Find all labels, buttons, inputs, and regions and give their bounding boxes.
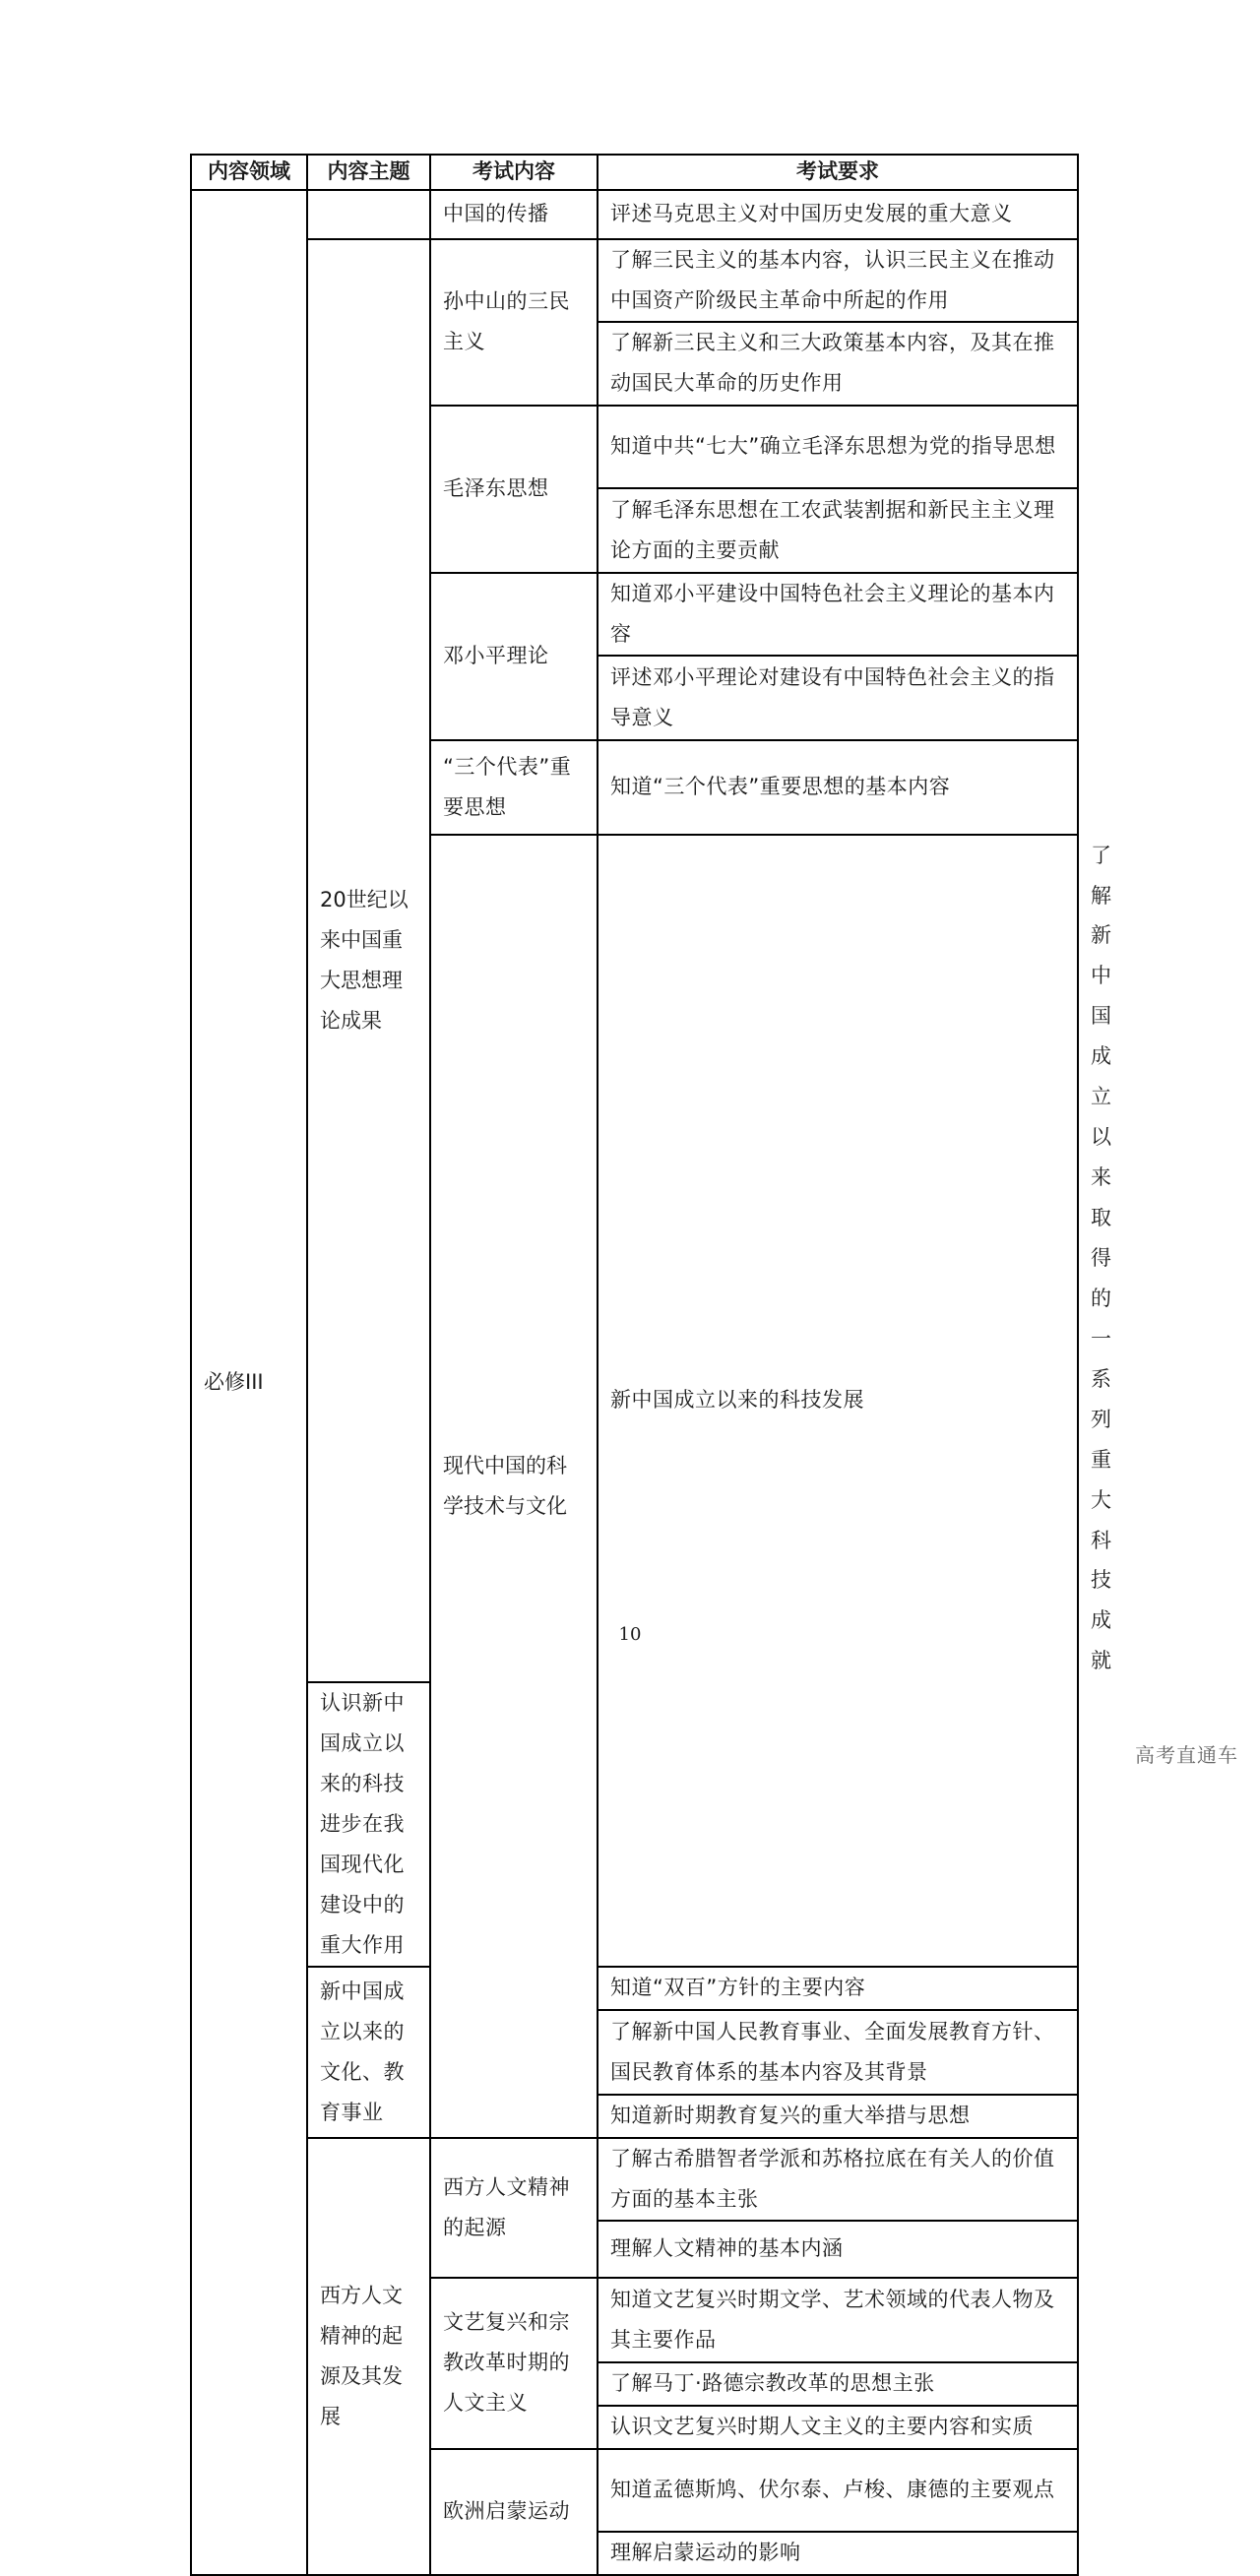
page-number: 10 (618, 1624, 642, 1645)
requirement-cell: 理解人文精神的基本内涵 (598, 2221, 1078, 2278)
requirement-cell: 知道“双百”方针的主要内容 (598, 1967, 1078, 2010)
content-cell: 孙中山的三民主义 (430, 239, 598, 406)
content-cell: 西方人文精神的起源 (430, 2138, 598, 2278)
content-cell: 中国的传播 (430, 190, 598, 239)
header-topic: 内容主题 (307, 155, 430, 190)
requirement-cell: 了解毛泽东思想在工农武装割据和新民主主义理论方面的主要贡献 (598, 488, 1078, 573)
content-cell: 毛泽东思想 (430, 406, 598, 573)
requirement-cell: 知道孟德斯鸠、伏尔泰、卢梭、康德的主要观点 (598, 2449, 1078, 2532)
topic-cell (307, 190, 430, 239)
content-cell: 新中国成立以来的文化、教育事业 (307, 1967, 430, 2138)
content-cell: “三个代表”重要思想 (430, 740, 598, 835)
requirement-cell: 了解马丁·路德宗教改革的思想主张 (598, 2362, 1078, 2406)
topic-cell: 西方人文精神的起源及其发展 (307, 2138, 430, 2575)
domain-cell: 必修III (191, 190, 307, 2575)
table-row (191, 1967, 1078, 2010)
requirement-cell: 了解新三民主义和三大政策基本内容，及其在推动国民大革命的历史作用 (598, 322, 1078, 406)
requirement-cell: 知道“三个代表”重要思想的基本内容 (598, 740, 1078, 835)
requirement-cell: 认识文艺复兴时期人文主义的主要内容和实质 (598, 2406, 1078, 2449)
header-content: 考试内容 (430, 155, 598, 190)
topic-cell: 20世纪以来中国重大思想理论成果 (307, 239, 430, 1683)
syllabus-table (190, 154, 1112, 2576)
content-cell: 欧洲启蒙运动 (430, 2449, 598, 2575)
requirement-cell: 知道新时期教育复兴的重大举措与思想 (598, 2095, 1078, 2138)
requirement-cell: 评述邓小平理论对建设有中国特色社会主义的指导意义 (598, 656, 1078, 740)
requirement-cell: 知道中共“七大”确立毛泽东思想为党的指导思想 (598, 406, 1078, 488)
requirement-cell: 了解古希腊智者学派和苏格拉底在有关人的价值方面的基本主张 (598, 2138, 1078, 2221)
requirement-cell: 了解三民主义的基本内容，认识三民主义在推动中国资产阶级民主革命中所起的作用 (598, 239, 1078, 322)
topic-cell: 现代中国的科学技术与文化 (430, 835, 598, 2138)
table-row: 现代中国的科学技术与文化 新中国成立以来的科技发展 了解新中国成立以来取得的一系列重大科技成就 (191, 835, 1078, 1683)
table-header-row (191, 155, 1078, 190)
content-cell: 邓小平理论 (430, 573, 598, 740)
header-requirement: 考试要求 (598, 155, 1078, 190)
table-row (191, 2138, 1078, 2221)
requirement-cell: 理解启蒙运动的影响 (598, 2532, 1078, 2575)
requirement-cell: 知道邓小平建设中国特色社会主义理论的基本内容 (598, 573, 1078, 656)
content-cell: 文艺复兴和宗教改革时期的人文主义 (430, 2278, 598, 2449)
header-domain: 内容领域 (191, 155, 307, 190)
table-row (191, 239, 1078, 322)
requirement-cell: 了解新中国人民教育事业、全面发展教育方针、国民教育体系的基本内容及其背景 (598, 2010, 1078, 2095)
requirement-cell: 评述马克思主义对中国历史发展的重大意义 (598, 190, 1078, 239)
table-row (191, 190, 1078, 239)
content-cell: 新中国成立以来的科技发展 (598, 835, 1078, 1967)
watermark: 高考直通车 (1135, 1743, 1238, 1767)
requirement-cell: 知道文艺复兴时期文学、艺术领域的代表人物及其主要作品 (598, 2278, 1078, 2362)
requirement-cell: 认识新中国成立以来的科技进步在我国现代化建设中的重大作用 (307, 1682, 430, 1967)
